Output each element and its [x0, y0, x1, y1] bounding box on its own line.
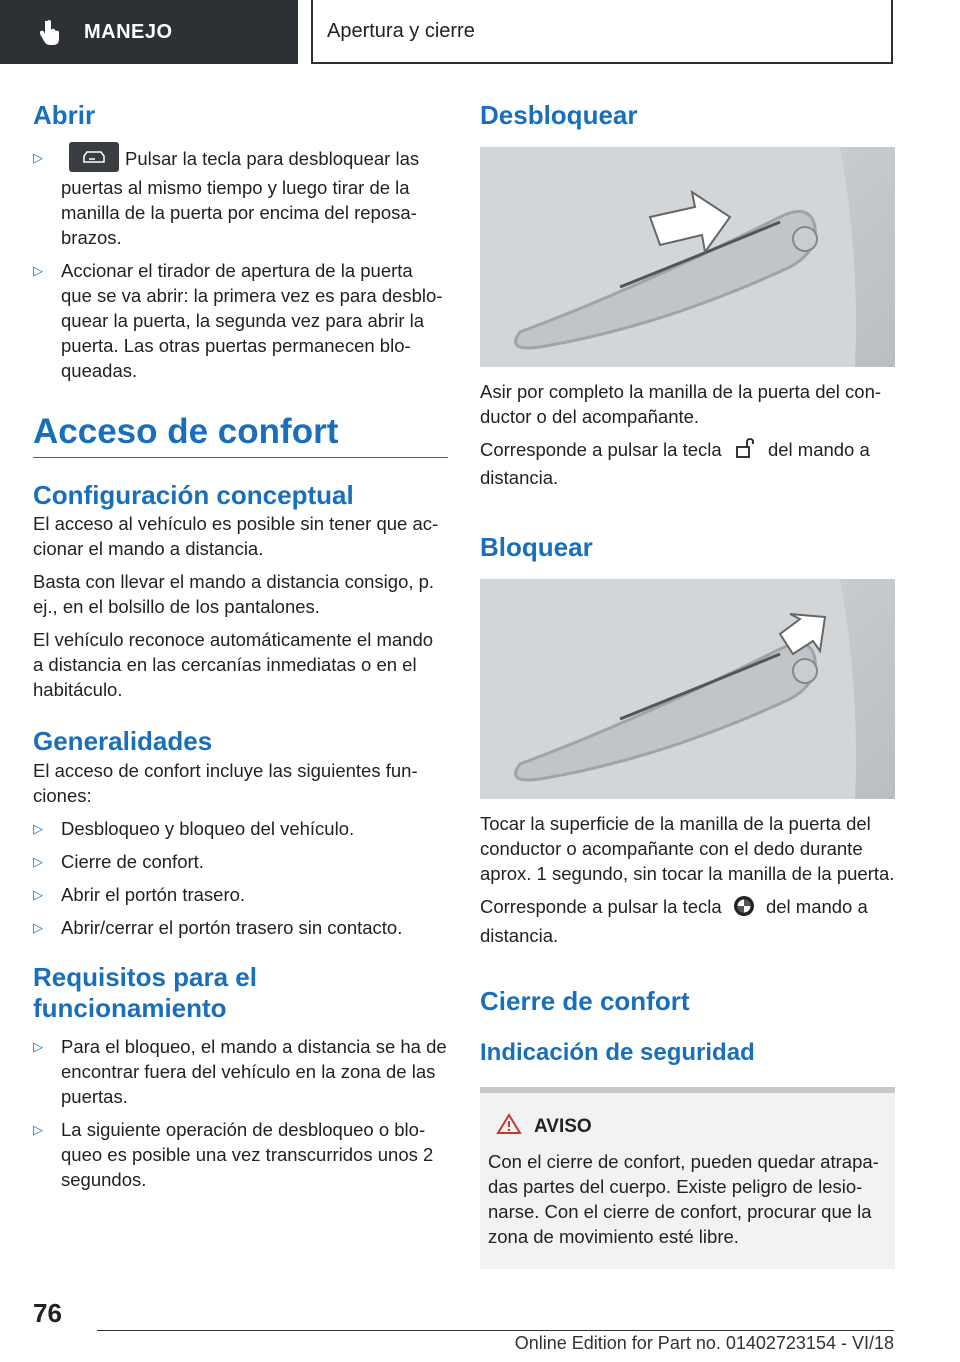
triangle-icon: ▷	[33, 886, 43, 902]
bloquear-heading: Bloquear	[480, 532, 593, 563]
warning-text: Con el cierre de confort, pueden quedar atrapadas partes del cuerpo. Existe peligro de lesionarse. Con el cierre de confort, procurar que la zona de movimiento esté libre.	[488, 1150, 879, 1247]
right-column	[480, 100, 895, 1269]
list-item: ▷ Accionar el tirador de apertura de la puerta que se va abrir: la primera vez es para desbloquear la puerta, la segunda vez para abrir la puerta. Las otras puertas permanecen bloqueadas.	[33, 260, 443, 382]
list-item: ▷ La siguiente operación de desbloqueo o bloqueo es posible una vez transcurridos unos 2 segundos.	[33, 1118, 434, 1190]
triangle-icon: ▷	[33, 263, 43, 279]
acceso-heading: Acceso de confort	[33, 412, 339, 452]
warning-title: AVISO	[488, 1113, 887, 1141]
config-para-3: El vehículo reconoce automáticamente el mando a distancia en las cercanías inmediatas o en el habitáculo.	[33, 629, 434, 701]
section-label: MANEJO	[84, 20, 173, 43]
config-para-2: Basta con llevar el mando a distancia consigo, p. ej., en el bolsillo de los pantalones.	[33, 571, 435, 618]
door-unlock-key-icon	[69, 142, 119, 172]
footer-edition: Online Edition for Part no. 01402723154 - VI/18	[514, 1333, 894, 1353]
acceso-heading-block	[33, 411, 448, 458]
triangle-icon: ▷	[33, 1038, 43, 1054]
general-list	[33, 816, 448, 940]
open-lock-icon	[733, 437, 757, 465]
triangle-icon: ▷	[33, 820, 43, 836]
section-tab	[0, 0, 298, 64]
list-item: ▷ Abrir/cerrar el portón trasero sin contacto.	[33, 916, 403, 938]
desbloquear-heading: Desbloquear	[480, 100, 638, 130]
list-item: ▷ Cierre de confort.	[33, 850, 204, 872]
footer-divider	[97, 1330, 894, 1331]
list-item: ▷ Pulsar la tecla para desbloquear las puertas al mismo tiempo y luego tirar de la manilla de la puerta por encima del reposabrazos.	[33, 145, 448, 250]
triangle-icon: ▷	[33, 919, 43, 935]
abrir-heading: Abrir	[33, 100, 96, 130]
hand-icon	[40, 18, 64, 46]
triangle-icon: ▷	[33, 853, 43, 869]
chapter-tab	[311, 0, 893, 64]
config-heading: Configuración conceptual	[33, 480, 354, 511]
req-heading: Requisitos para el funcionamiento	[33, 961, 257, 1023]
door-handle-lock-photo	[480, 579, 895, 799]
seguridad-heading: Indicación de seguridad	[480, 1038, 755, 1066]
door-handle-unlock-photo	[480, 147, 895, 367]
left-column	[33, 100, 448, 1200]
chapter-label: Apertura y cierre	[327, 19, 475, 42]
desbloquear-caption: Asir por completo la manilla de la puerta del conductor o del acompañante.	[480, 381, 882, 428]
req-list	[33, 1034, 448, 1192]
list-item: ▷ Para el bloqueo, el mando a distancia se ha de encontrar fuera del vehículo en la zona de las puertas.	[33, 1035, 447, 1107]
warning-box	[480, 1087, 895, 1269]
triangle-icon: ▷	[33, 150, 43, 166]
triangle-icon: ▷	[33, 1121, 43, 1137]
general-heading: Generalidades	[33, 726, 213, 757]
config-para-1: El acceso al vehículo es posible sin tener que accionar el mando a distancia.	[33, 513, 439, 560]
warning-icon	[496, 1113, 522, 1141]
general-para: El acceso de confort incluye las siguientes funciones:	[33, 759, 418, 806]
bmw-logo-icon	[733, 895, 755, 923]
bloquear-caption: Tocar la superficie de la manilla de la puerta del conductor o acompañante con el dedo durante aprox. 1 segundo, sin tocar la manilla de la puerta.	[480, 813, 895, 885]
list-item: ▷ Desbloqueo y bloqueo del vehículo.	[33, 817, 355, 839]
desbloquear-key-text: Corresponde a pulsar la tecla del mando a distancia.	[480, 439, 870, 489]
cierre-heading: Cierre de confort	[480, 985, 690, 1016]
bloquear-key-text: Corresponde a pulsar la tecla del mando a distancia.	[480, 896, 868, 946]
page-number: 76	[33, 1298, 62, 1328]
abrir-list	[33, 145, 448, 383]
list-item: ▷ Abrir el portón trasero.	[33, 883, 246, 905]
